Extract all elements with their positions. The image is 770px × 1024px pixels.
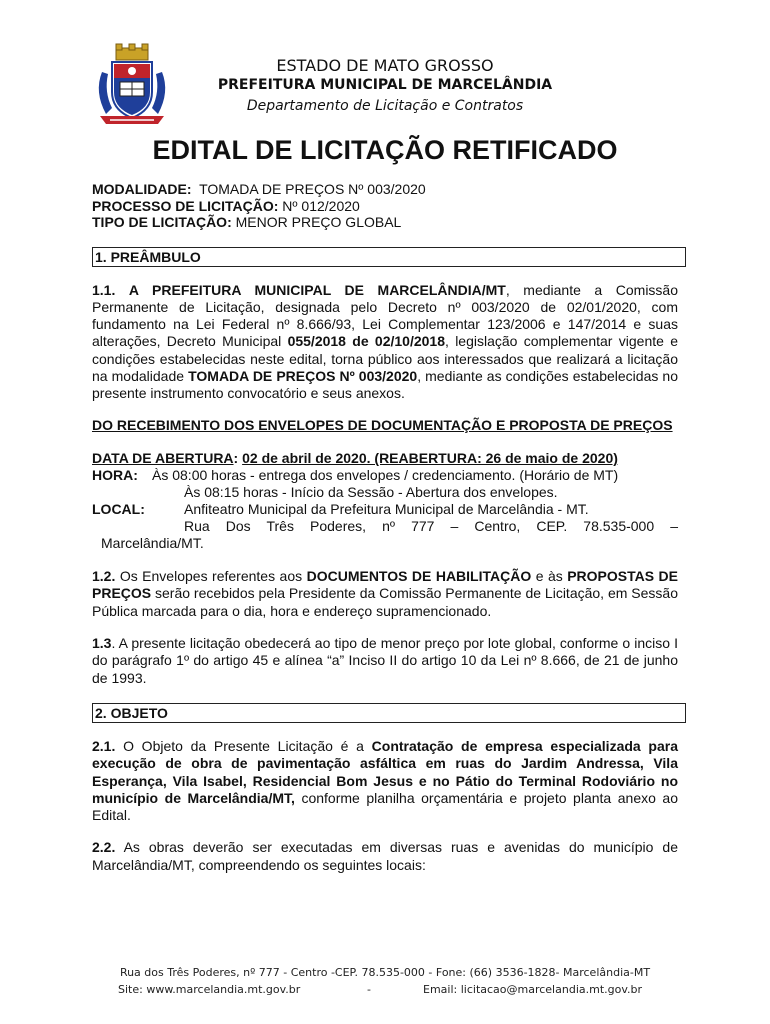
- bold-text: Contratação de empresa especializada para execução de obra de pavimentação asfáltica em ruas do Jardim Andressa, Vila Esperança, Vila Isabel, Residencial Bom Jesus e no Pátio do Terminal Rodoviário no município de Marcelândia/MT,: [92, 737, 678, 806]
- body-text: Os Envelopes referentes aos: [115, 568, 307, 585]
- meta-label: MODALIDADE:: [92, 181, 192, 197]
- hora-label: HORA:: [92, 467, 138, 484]
- paragraph-1-1: [92, 282, 678, 403]
- spacer: [92, 518, 184, 535]
- body-text: e às: [531, 568, 568, 585]
- local-line-1: Anfiteatro Municipal da Prefeitura Municipal de Marcelândia - MT.: [184, 501, 589, 518]
- local-label: LOCAL:: [92, 501, 145, 518]
- paragraph-2-2: [92, 839, 678, 874]
- bold-text: TOMADA DE PREÇOS Nº 003/2020: [188, 367, 418, 384]
- body-text: , legislação complementar vigente e condições estabelecidas neste edital, torna público aos interessados que realizará a licitação na modalidade: [92, 333, 679, 384]
- abertura-separator: :: [233, 449, 243, 466]
- underlined-heading: DO RECEBIMENTO DOS ENVELOPES DE DOCUMENTAÇÃO E PROPOSTA DE PREÇOS: [92, 416, 673, 433]
- footer-address: Rua dos Três Poderes, nº 777 - Centro -CEP. 78.535-000 - Fone: (66) 3536-1828- Marcelândia-MT: [119, 966, 651, 979]
- abertura-label: DATA DE ABERTURA: [92, 449, 234, 466]
- paragraph-number: 2.2.: [92, 839, 116, 856]
- local-row: [92, 501, 678, 518]
- paragraph-number: 1.1.: [92, 281, 116, 298]
- abertura-value: 02 de abril de 2020. (REABERTURA: 26 de maio de 2020): [242, 449, 618, 466]
- bold-text: PROPOSTAS DE PREÇOS: [92, 568, 679, 602]
- bold-text: DOCUMENTOS DE HABILITAÇÃO: [306, 568, 532, 585]
- body-text: serão recebidos pela Presidente da Comissão Permanente de Licitação, em Sessão Pública marcada para o dia, hora e endereço supramencionado.: [92, 585, 678, 619]
- paragraph-1-3: [92, 635, 678, 687]
- meta-processo: [92, 198, 678, 215]
- data-abertura: [92, 450, 678, 467]
- document-body: [92, 181, 678, 874]
- body-text: , mediante as condições estabelecidas no presente instrumento convocatório e seus anexos.: [92, 367, 678, 402]
- bold-text: 055/2018 de 02/10/2018: [287, 333, 445, 350]
- body-text: . A presente licitação obedecerá ao tipo de menor preço por lote global, conforme o inciso I do parágrafo 1º do artigo 45 e alínea “a” Inciso II do artigo 10 da Lei nº 8.666, de 21 de junho de 1993.: [92, 635, 678, 686]
- paragraph-number: 1.2.: [92, 568, 116, 585]
- document-title: EDITAL DE LICITAÇÃO RETIFICADO: [152, 135, 618, 165]
- footer-email: Email: licitacao@marcelandia.mt.gov.br: [423, 983, 643, 996]
- meta-tipo: [92, 214, 678, 231]
- hora-line-1: Às 08:00 horas - entrega dos envelopes / credenciamento. (Horário de MT): [152, 467, 619, 484]
- meta-label: PROCESSO DE LICITAÇÃO:: [92, 197, 279, 214]
- paragraph-number: 2.1.: [92, 737, 116, 754]
- hora-row-2: [92, 484, 678, 501]
- hora-line-2: Às 08:15 horas - Início da Sessão - Abertura dos envelopes.: [184, 484, 558, 501]
- footer-site: Site: www.marcelandia.mt.gov.br: [118, 983, 301, 996]
- meta-modalidade: [92, 181, 678, 198]
- meta-value: MENOR PREÇO GLOBAL: [231, 214, 402, 230]
- body-text: , mediante a Comissão Permanente de Licitação, designada pelo Decreto nº 003/2020 de 02/01/2020, com fundamento na Lei Federal nº 8.666/93, Lei Complementar 123/2006 e 147/2014 e suas alterações, Decreto Municipal: [92, 281, 679, 350]
- meta-value: TOMADA DE PREÇOS Nº 003/2020: [191, 181, 426, 197]
- meta-label: TIPO DE LICITAÇÃO:: [92, 214, 232, 230]
- bold-text: A PREFEITURA MUNICIPAL DE MARCELÂNDIA/MT: [128, 281, 506, 298]
- local-row-2: [92, 518, 678, 535]
- body-text: O Objeto da Presente Licitação é a: [115, 737, 372, 754]
- paragraph-2-1: [92, 738, 678, 824]
- header-prefeitura: PREFEITURA MUNICIPAL DE MARCELÂNDIA: [217, 77, 553, 93]
- section-heading-preambulo: 1. PREÂMBULO: [92, 247, 686, 267]
- spacer: [92, 484, 184, 501]
- local-row-3: [92, 535, 678, 552]
- paragraph-number: 1.3: [92, 635, 112, 652]
- local-line-2: Rua Dos Três Poderes, nº 777 – Centro, CEP. 78.535-000 –: [184, 518, 678, 535]
- footer-dash: -: [367, 983, 371, 996]
- local-line-3: Marcelândia/MT.: [101, 535, 204, 552]
- body-text: As obras deverão ser executadas em diversas ruas e avenidas do município de Marcelândia/MT, compreendendo os seguintes locais:: [92, 839, 678, 873]
- body-text: conforme planilha orçamentária e projeto planta anexo ao Edital.: [92, 789, 679, 824]
- paragraph-1-2: [92, 568, 678, 620]
- header-departamento: Departamento de Licitação e Contratos: [246, 98, 524, 114]
- meta-value: Nº 012/2020: [278, 197, 360, 214]
- header-state: ESTADO DE MATO GROSSO: [276, 56, 494, 75]
- recebimento-heading: [92, 417, 678, 434]
- hora-row: [92, 467, 678, 484]
- section-heading-objeto: 2. OBJETO: [92, 703, 686, 723]
